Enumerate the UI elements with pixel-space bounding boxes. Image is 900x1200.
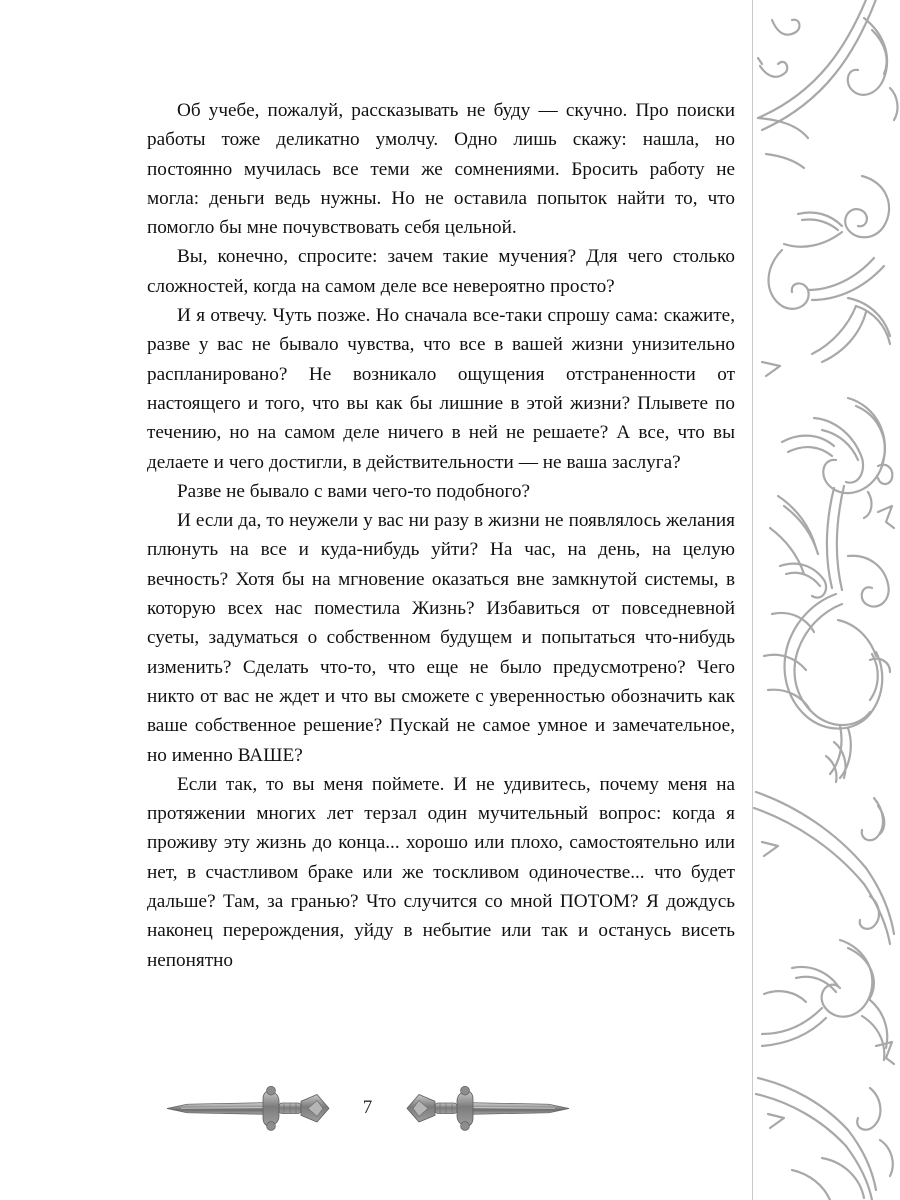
paragraph: Если так, то вы меня поймете. И не удивитесь, почему меня на протяжении многих лет терзал один мучительный вопрос: когда я проживу эту жизнь до конца... хорошо или плохо, самостоятельно или нет, в счастливом браке или же тоскливом одиночестве... что будет дальше? Там, за гранью? Что случится со мной ПОТОМ? Я дождусь наконец перерождения, уйду в небытие или так и останусь висеть непонятно — [147, 773, 735, 971]
page-number: 7 — [362, 1097, 373, 1118]
sword-ornament-left — [165, 1085, 335, 1131]
page-footer — [0, 1082, 735, 1134]
body-text-column — [147, 96, 735, 975]
floral-scrollwork-ornament — [752, 0, 900, 1200]
ornament-divider-rule — [752, 0, 753, 1200]
paragraph: Об учебе, пожалуй, рассказывать не буду — скучно. Про поиски работы тоже деликатно умолчу. Одно лишь скажу: нашла, но постоянно мучилась все теми же сомнениями. Бросить работу не могла: деньги ведь нужны. Но не оставила попыток найти то, что помогло бы мне почувствовать себя цельной. — [147, 100, 735, 239]
paragraph: Вы, конечно, спросите: зачем такие мучения? Для чего столько сложностей, когда на самом деле все невероятно просто? — [147, 246, 735, 297]
paragraph: И если да, то неужели у вас ни разу в жизни не появлялось желания плюнуть на все и куда-нибудь уйти? На час, на день, на целую вечность? Хотя бы на мгновение оказаться вне замкнутой системы, в которую всех нас поместила Жизнь? Избавиться от повседневной суеты, задуматься о собственном будущем и попытаться что-нибудь изменить? Сделать что-то, что еще не было предусмотрено? Чего никто от вас не ждет и что вы сможете с уверенностью обозначить как ваше собственное решение? Пускай не самое умное и замечательное, но именно ВАШЕ? — [147, 510, 735, 766]
paragraph: Разве не бывало с вами чего-то подобного? — [177, 480, 531, 502]
paragraph: И я отвечу. Чуть позже. Но сначала все-таки спрошу сама: скажите, разве у вас не бывало чувства, что все в вашей жизни унизительно распланировано? Не возникало ощущения отстраненности от настоящего и того, что вы как бы лишние в этой жизни? Плывете по течению, но на самом деле ничего в ней не решаете? А все, что вы делаете и чего достигли, в действительности — не ваша заслуга? — [147, 305, 735, 473]
sword-ornament-right — [401, 1085, 571, 1131]
